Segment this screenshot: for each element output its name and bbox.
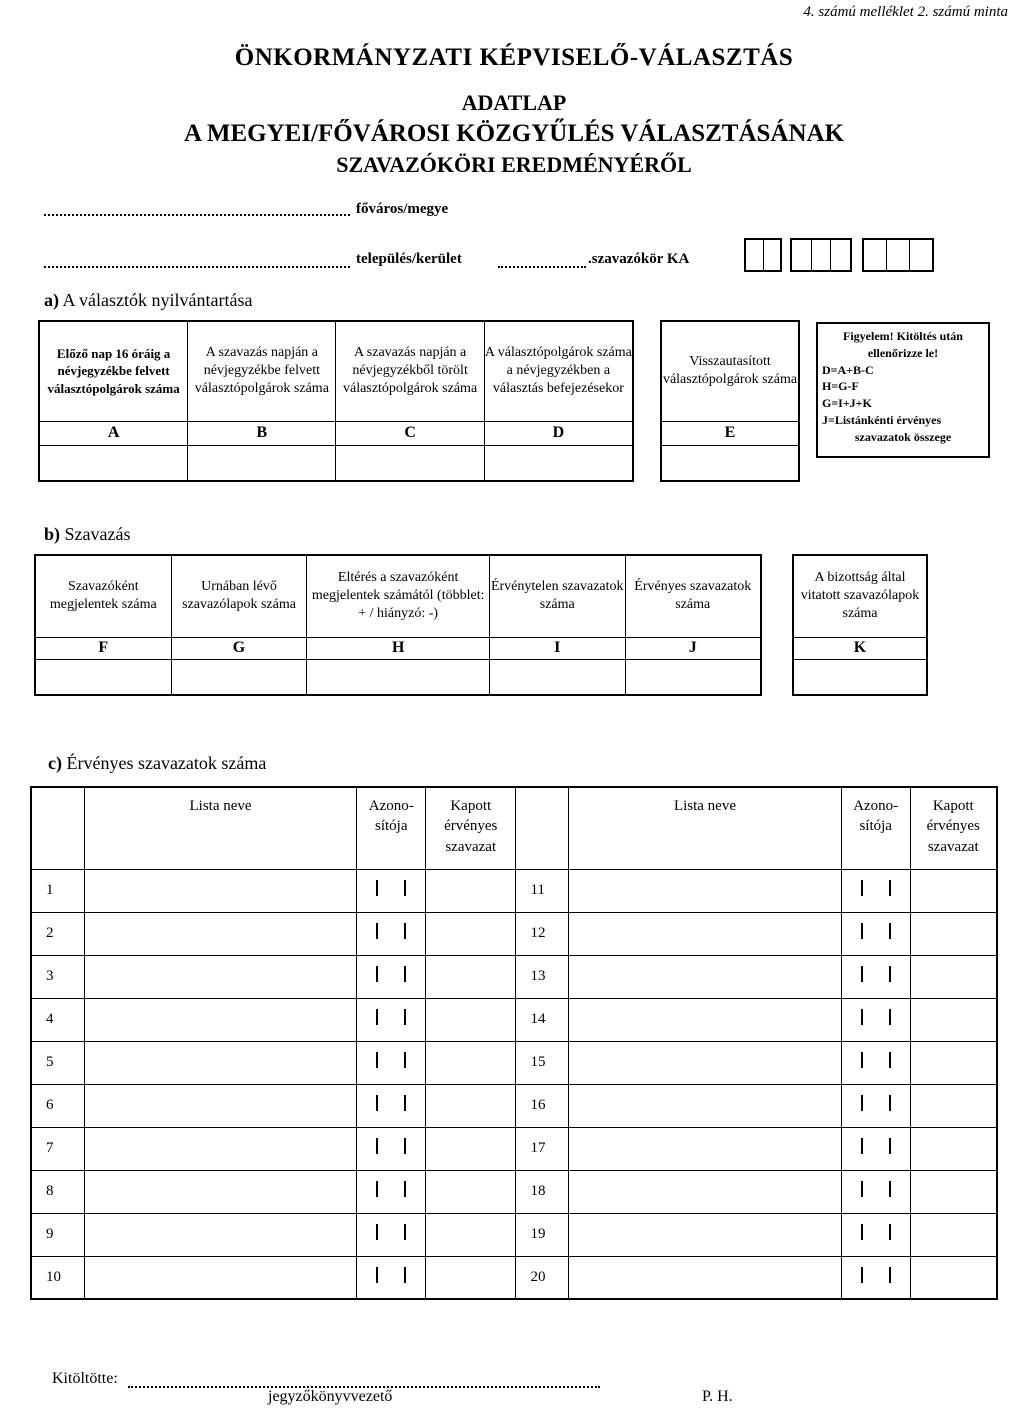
document-subtitle-2: A MEGYEI/FŐVÁROSI KÖZGYŰLÉS VÁLASZTÁSÁNAK (183, 120, 845, 147)
list-name-cell[interactable] (569, 1084, 842, 1127)
list-id-box[interactable] (861, 1267, 891, 1283)
note-line-6: J=Listánkénti érvényes (822, 412, 942, 427)
votes-cell[interactable] (426, 1170, 516, 1213)
row-number: 11 (516, 869, 569, 912)
stamp-label: P. H. (702, 1388, 733, 1405)
note-line-2: ellenőrizze le! (867, 345, 939, 360)
col-b-input[interactable] (188, 445, 336, 481)
col-g-input[interactable] (171, 659, 307, 695)
list-id-cell[interactable] (357, 955, 426, 998)
list-id-cell[interactable] (357, 1170, 426, 1213)
list-name-cell[interactable] (84, 912, 357, 955)
filled-by-label: Kitöltötte: (52, 1370, 118, 1387)
section-c-heading (48, 753, 266, 774)
col-c-letter: C (336, 421, 484, 445)
list-id-box[interactable] (376, 1267, 406, 1283)
list-id-box[interactable] (861, 1095, 891, 1111)
list-id-box[interactable] (861, 1052, 891, 1068)
list-name-cell[interactable] (569, 998, 842, 1041)
list-name-cell[interactable] (569, 1256, 842, 1299)
list-id-box[interactable] (376, 1052, 406, 1068)
voting-table (34, 554, 762, 696)
section-c-title: Érvényes szavazatok száma (66, 753, 267, 773)
votes-cell[interactable] (426, 1256, 516, 1299)
row-number: 2 (31, 912, 84, 955)
list-id-cell[interactable] (357, 1256, 426, 1299)
list-id-box[interactable] (861, 923, 891, 939)
section-a-prefix: a) (44, 290, 59, 310)
col-b-header: A szavazás napján a névjegyzékbe felvett választópolgárok száma (188, 321, 336, 421)
list-id-box[interactable] (861, 1009, 891, 1025)
recorder-role: jegyzőkönyvvezető (268, 1388, 393, 1405)
section-a-heading (44, 290, 252, 311)
disputed-table (792, 554, 928, 696)
list-id-box[interactable] (376, 1181, 406, 1197)
list-id-cell[interactable] (841, 1256, 910, 1299)
col-h-letter: H (307, 637, 490, 659)
col-g-letter: G (171, 637, 307, 659)
col-j-letter: J (625, 637, 761, 659)
precinct-field-label: .szavazókör KA (588, 251, 690, 267)
list-id-box[interactable] (861, 1181, 891, 1197)
col-k-input[interactable] (793, 659, 927, 695)
votes-cell[interactable] (910, 955, 997, 998)
list-id-box[interactable] (376, 1009, 406, 1025)
row-number-header (31, 787, 84, 869)
col-a-input[interactable] (39, 445, 188, 481)
rejected-table (660, 320, 800, 482)
row-number: 17 (516, 1127, 569, 1170)
list-name-cell[interactable] (84, 1041, 357, 1084)
col-f-letter: F (35, 637, 171, 659)
section-b-prefix: b) (44, 524, 61, 544)
row-number: 15 (516, 1041, 569, 1084)
col-c-input[interactable] (336, 445, 484, 481)
settlement-field-line[interactable] (44, 266, 350, 268)
row-number: 7 (31, 1127, 84, 1170)
votes-cell[interactable] (910, 998, 997, 1041)
votes-cell[interactable] (426, 1127, 516, 1170)
list-id-box[interactable] (861, 966, 891, 982)
row-number: 19 (516, 1213, 569, 1256)
list-id-cell[interactable] (841, 1084, 910, 1127)
list-id-cell[interactable] (841, 1127, 910, 1170)
note-line-4: H=G-F (822, 379, 859, 394)
table-row (31, 955, 997, 998)
table-row (31, 912, 997, 955)
col-d-input[interactable] (484, 445, 633, 481)
annex-reference: 4. számú melléklet 2. számú minta (803, 4, 1008, 20)
row-number: 4 (31, 998, 84, 1041)
row-number: 5 (31, 1041, 84, 1084)
table-row (31, 1127, 997, 1170)
col-e-header: Visszautasított választópolgárok száma (661, 321, 799, 421)
col-b-letter: B (188, 421, 336, 445)
col-j-header: Érvényes szavazatok száma (625, 555, 761, 637)
col-f-header: Szavazóként megjelentek száma (35, 555, 171, 637)
list-id-cell[interactable] (357, 1127, 426, 1170)
row-number: 9 (31, 1213, 84, 1256)
table-row (31, 1041, 997, 1084)
row-number: 20 (516, 1256, 569, 1299)
section-b-title: Szavazás (64, 524, 131, 544)
section-b-heading (44, 524, 130, 545)
col-i-letter: I (489, 637, 625, 659)
list-id-cell[interactable] (357, 869, 426, 912)
list-id-box[interactable] (861, 880, 891, 896)
ka-code-box-2[interactable] (790, 238, 852, 272)
table-row (31, 1170, 997, 1213)
list-name-header-left: Lista neve (84, 787, 357, 869)
list-id-cell[interactable] (841, 998, 910, 1041)
list-id-cell[interactable] (841, 912, 910, 955)
list-id-cell[interactable] (841, 1041, 910, 1084)
list-name-cell[interactable] (569, 1041, 842, 1084)
list-id-header-left: Azono-sítója (357, 787, 426, 869)
col-e-input[interactable] (661, 445, 799, 481)
col-g-header: Urnában lévő szavazólapok száma (171, 555, 307, 637)
list-id-box[interactable] (376, 923, 406, 939)
note-line-3: D=A+B-C (822, 362, 874, 377)
list-name-cell[interactable] (569, 869, 842, 912)
list-id-box[interactable] (861, 1138, 891, 1154)
list-id-cell[interactable] (357, 998, 426, 1041)
list-name-header-right: Lista neve (569, 787, 842, 869)
list-id-box[interactable] (376, 1224, 406, 1240)
votes-cell[interactable] (426, 1213, 516, 1256)
col-k-header: A bizottság által vitatott szavazólapok száma (793, 555, 927, 637)
list-id-cell[interactable] (841, 869, 910, 912)
col-h-input[interactable] (307, 659, 490, 695)
col-h-header: Eltérés a szavazóként megjelentek számától (többlet: + / hiányzó: -) (307, 555, 490, 637)
votes-cell[interactable] (426, 998, 516, 1041)
table-row (31, 998, 997, 1041)
col-k-letter: K (793, 637, 927, 659)
col-a-header: Előző nap 16 óráig a névjegyzékbe felvett választópolgárok száma (39, 321, 188, 421)
row-number: 6 (31, 1084, 84, 1127)
votes-cell[interactable] (426, 955, 516, 998)
row-number: 10 (31, 1256, 84, 1299)
table-row (31, 869, 997, 912)
list-id-header-right: Azono-sítója (841, 787, 910, 869)
votes-cell[interactable] (426, 869, 516, 912)
col-i-input[interactable] (489, 659, 625, 695)
col-d-letter: D (484, 421, 633, 445)
county-field-label: főváros/megye (356, 201, 449, 217)
row-number: 8 (31, 1170, 84, 1213)
list-name-cell[interactable] (84, 998, 357, 1041)
registry-table (38, 320, 634, 482)
list-id-box[interactable] (376, 1138, 406, 1154)
col-i-header: Érvénytelen szavazatok száma (489, 555, 625, 637)
list-id-cell[interactable] (357, 1213, 426, 1256)
table-row (31, 1256, 997, 1299)
row-number: 3 (31, 955, 84, 998)
list-id-cell[interactable] (357, 1041, 426, 1084)
votes-header-right: Kapott érvényes szavazat (910, 787, 997, 869)
list-id-cell[interactable] (841, 1213, 910, 1256)
table-row (31, 1213, 997, 1256)
row-number: 18 (516, 1170, 569, 1213)
list-id-box[interactable] (376, 880, 406, 896)
list-name-cell[interactable] (84, 1256, 357, 1299)
votes-cell[interactable] (910, 1127, 997, 1170)
precinct-field-line[interactable] (498, 266, 586, 268)
row-number: 12 (516, 912, 569, 955)
col-e-letter: E (661, 421, 799, 445)
list-name-cell[interactable] (84, 869, 357, 912)
votes-cell[interactable] (910, 1256, 997, 1299)
list-name-cell[interactable] (84, 1127, 357, 1170)
settlement-field-label: település/kerület (356, 251, 462, 267)
list-name-cell[interactable] (569, 1213, 842, 1256)
col-c-header: A szavazás napján a névjegyzékből törölt választópolgárok száma (336, 321, 484, 421)
votes-header-left: Kapott érvényes szavazat (426, 787, 516, 869)
list-id-cell[interactable] (357, 1084, 426, 1127)
votes-cell[interactable] (910, 1213, 997, 1256)
votes-cell[interactable] (910, 1084, 997, 1127)
votes-cell[interactable] (426, 1041, 516, 1084)
votes-cell[interactable] (910, 912, 997, 955)
row-number-header-right (516, 787, 569, 869)
ka-code-box-3[interactable] (862, 238, 934, 272)
list-id-box[interactable] (861, 1224, 891, 1240)
row-number: 13 (516, 955, 569, 998)
row-number: 1 (31, 869, 84, 912)
list-name-cell[interactable] (569, 1170, 842, 1213)
col-a-letter: A (39, 421, 188, 445)
note-line-7: szavazatok összege (854, 429, 952, 444)
county-field-line[interactable] (44, 214, 350, 216)
valid-votes-rows (31, 869, 997, 1299)
votes-cell[interactable] (910, 1041, 997, 1084)
votes-cell[interactable] (426, 912, 516, 955)
ka-code-box-1[interactable] (744, 238, 782, 272)
list-id-cell[interactable] (841, 1170, 910, 1213)
list-name-cell[interactable] (84, 955, 357, 998)
list-id-box[interactable] (376, 1095, 406, 1111)
document-subtitle-1: ADATLAP (461, 90, 567, 115)
note-line-1: Figyelem! Kitöltés után (843, 329, 963, 343)
table-row (31, 1084, 997, 1127)
list-id-cell[interactable] (841, 955, 910, 998)
valid-votes-table (30, 786, 998, 1300)
col-f-input[interactable] (35, 659, 171, 695)
section-c-prefix: c) (48, 753, 62, 773)
document-subtitle-3: SZAVAZÓKÖRI EREDMÉNYÉRŐL (336, 152, 692, 177)
col-j-input[interactable] (625, 659, 761, 695)
row-number: 16 (516, 1084, 569, 1127)
list-name-cell[interactable] (569, 955, 842, 998)
list-name-cell[interactable] (569, 912, 842, 955)
col-d-header: A választópolgárok száma a névjegyzékben a választás befejezésekor (484, 321, 633, 421)
note-line-5: G=I+J+K (822, 396, 872, 411)
list-id-cell[interactable] (357, 912, 426, 955)
list-name-cell[interactable] (84, 1213, 357, 1256)
list-id-box[interactable] (376, 966, 406, 982)
votes-cell[interactable] (426, 1084, 516, 1127)
section-a-title: A választók nyilvántartása (62, 290, 253, 310)
list-name-cell[interactable] (84, 1170, 357, 1213)
list-name-cell[interactable] (84, 1084, 357, 1127)
document-title: ÖNKORMÁNYZATI KÉPVISELŐ-VÁLASZTÁS (234, 44, 794, 71)
check-note-box (816, 322, 990, 458)
list-name-cell[interactable] (569, 1127, 842, 1170)
votes-cell[interactable] (910, 869, 997, 912)
votes-cell[interactable] (910, 1170, 997, 1213)
row-number: 14 (516, 998, 569, 1041)
